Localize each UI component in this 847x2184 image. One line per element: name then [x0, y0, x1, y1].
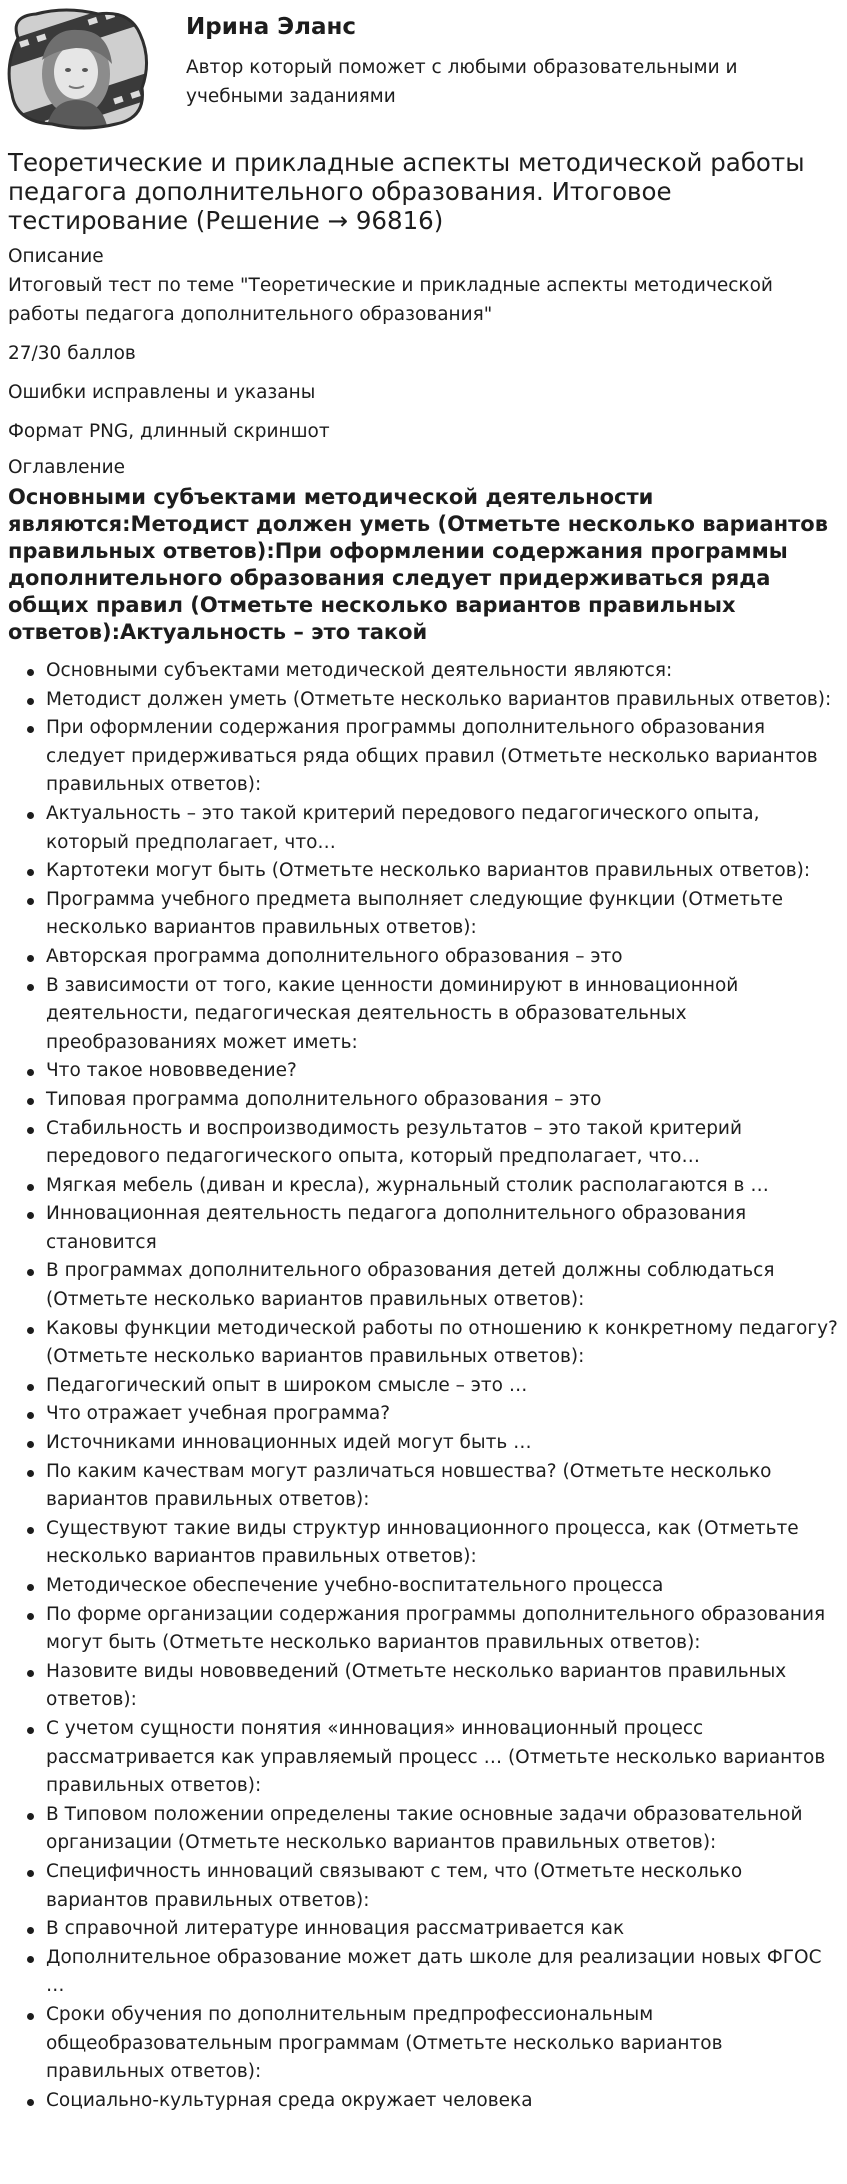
toc-item: В Типовом положении определены такие основные задачи образовательной организации (Отметьте несколько вариантов правильных ответов): — [46, 1801, 841, 1858]
format-note: Формат PNG, длинный скриншот — [8, 421, 330, 442]
work-title: Теоретические и прикладные аспекты методической работы педагога дополнительного образования. Итоговое тестирование (Решение → 96816) — [8, 148, 805, 235]
errors-note: Ошибки исправлены и указаны — [8, 382, 316, 403]
toc-item: По форме организации содержания программы дополнительного образования могут быть (Отметьте несколько вариантов правильных ответов): — [46, 1601, 841, 1658]
toc-item: Назовите виды нововведений (Отметьте несколько вариантов правильных ответов): — [46, 1658, 841, 1715]
toc-item: Что отражает учебная программа? — [46, 1400, 841, 1429]
toc-item: По каким качествам могут различаться новшества? (Отметьте несколько вариантов правильных ответов): — [46, 1458, 841, 1515]
toc-item: Актуальность – это такой критерий передового педагогического опыта, который предполагает, что… — [46, 800, 841, 857]
toc-item: Специфичность инноваций связывают с тем, что (Отметьте несколько вариантов правильных ответов): — [46, 1858, 841, 1915]
toc-item: При оформлении содержания программы дополнительного образования следует придерживаться ряда общих правил (Отметьте несколько вариантов правильных ответов): — [46, 714, 841, 800]
toc-item: Инновационная деятельность педагога дополнительного образования становится — [46, 1200, 841, 1257]
author-card — [6, 6, 841, 134]
author-name[interactable]: Ирина Эланс — [186, 14, 357, 40]
toc-item: Методическое обеспечение учебно-воспитательного процесса — [46, 1572, 841, 1601]
work-content — [8, 148, 841, 2115]
toc-item: Авторская программа дополнительного образования – это — [46, 943, 841, 972]
toc-item: Методист должен уметь (Отметьте несколько вариантов правильных ответов): — [46, 686, 841, 715]
toc-item: Что такое нововведение? — [46, 1057, 841, 1086]
toc-item: С учетом сущности понятия «инновация» инновационный процесс рассматривается как управляемый процесс … (Отметьте несколько вариантов правильных ответов): — [46, 1715, 841, 1801]
description-text: Итоговый тест по теме "Теоретические и прикладные аспекты методической работы педагога дополнительного образования" — [8, 275, 773, 325]
toc-item: Сроки обучения по дополнительным предпрофессиональным общеобразовательным программам (Отметьте несколько вариантов правильных ответов): — [46, 2001, 841, 2087]
toc-item: Социально-культурная среда окружает человека — [46, 2087, 841, 2116]
author-avatar[interactable] — [6, 8, 151, 130]
toc-item: Педагогический опыт в широком смысле – это … — [46, 1372, 841, 1401]
toc-item: В справочной литературе инновация рассматривается как — [46, 1915, 841, 1944]
toc-item: Картотеки могут быть (Отметьте несколько вариантов правильных ответов): — [46, 857, 841, 886]
author-description: Автор который поможет с любыми образовательными и учебными заданиями — [186, 57, 738, 107]
toc-item: Типовая программа дополнительного образования – это — [46, 1086, 841, 1115]
toc-item: Стабильность и воспроизводимость результатов – это такой критерий передового педагогического опыта, который предполагает, что… — [46, 1115, 841, 1172]
toc-item: Источниками инновационных идей могут быть … — [46, 1429, 841, 1458]
toc-item: В программах дополнительного образования детей должны соблюдаться (Отметьте несколько вариантов правильных ответов): — [46, 1257, 841, 1314]
description-label: Описание — [8, 246, 104, 267]
toc-item: В зависимости от того, какие ценности доминируют в инновационной деятельности, педагогическая деятельность в образовательных преобразованиях может иметь: — [46, 972, 841, 1058]
toc-item: Основными субъектами методической деятельности являются: — [46, 657, 841, 686]
toc-heading: Основными субъектами методической деятельности являются:Методист должен уметь (Отметьте несколько вариантов правильных ответов):При оформлении содержания программы дополнительного образования следует придерживаться ряда общих правил (Отметьте несколько вариантов правильных ответов):Актуальность – это такой — [8, 485, 828, 644]
toc-item: Дополнительное образование может дать школе для реализации новых ФГОС … — [46, 1944, 841, 2001]
toc-item: Существуют такие виды структур инновационного процесса, как (Отметьте несколько вариантов правильных ответов): — [46, 1515, 841, 1572]
toc-item: Программа учебного предмета выполняет следующие функции (Отметьте несколько вариантов правильных ответов): — [46, 886, 841, 943]
toc-label: Оглавление — [8, 457, 126, 478]
toc-item: Каковы функции методической работы по отношению к конкретному педагогу? (Отметьте несколько вариантов правильных ответов): — [46, 1315, 841, 1372]
toc-list — [8, 657, 841, 2115]
score-text: 27/30 баллов — [8, 343, 136, 364]
toc-item: Мягкая мебель (диван и кресла), журнальный столик располагаются в … — [46, 1172, 841, 1201]
